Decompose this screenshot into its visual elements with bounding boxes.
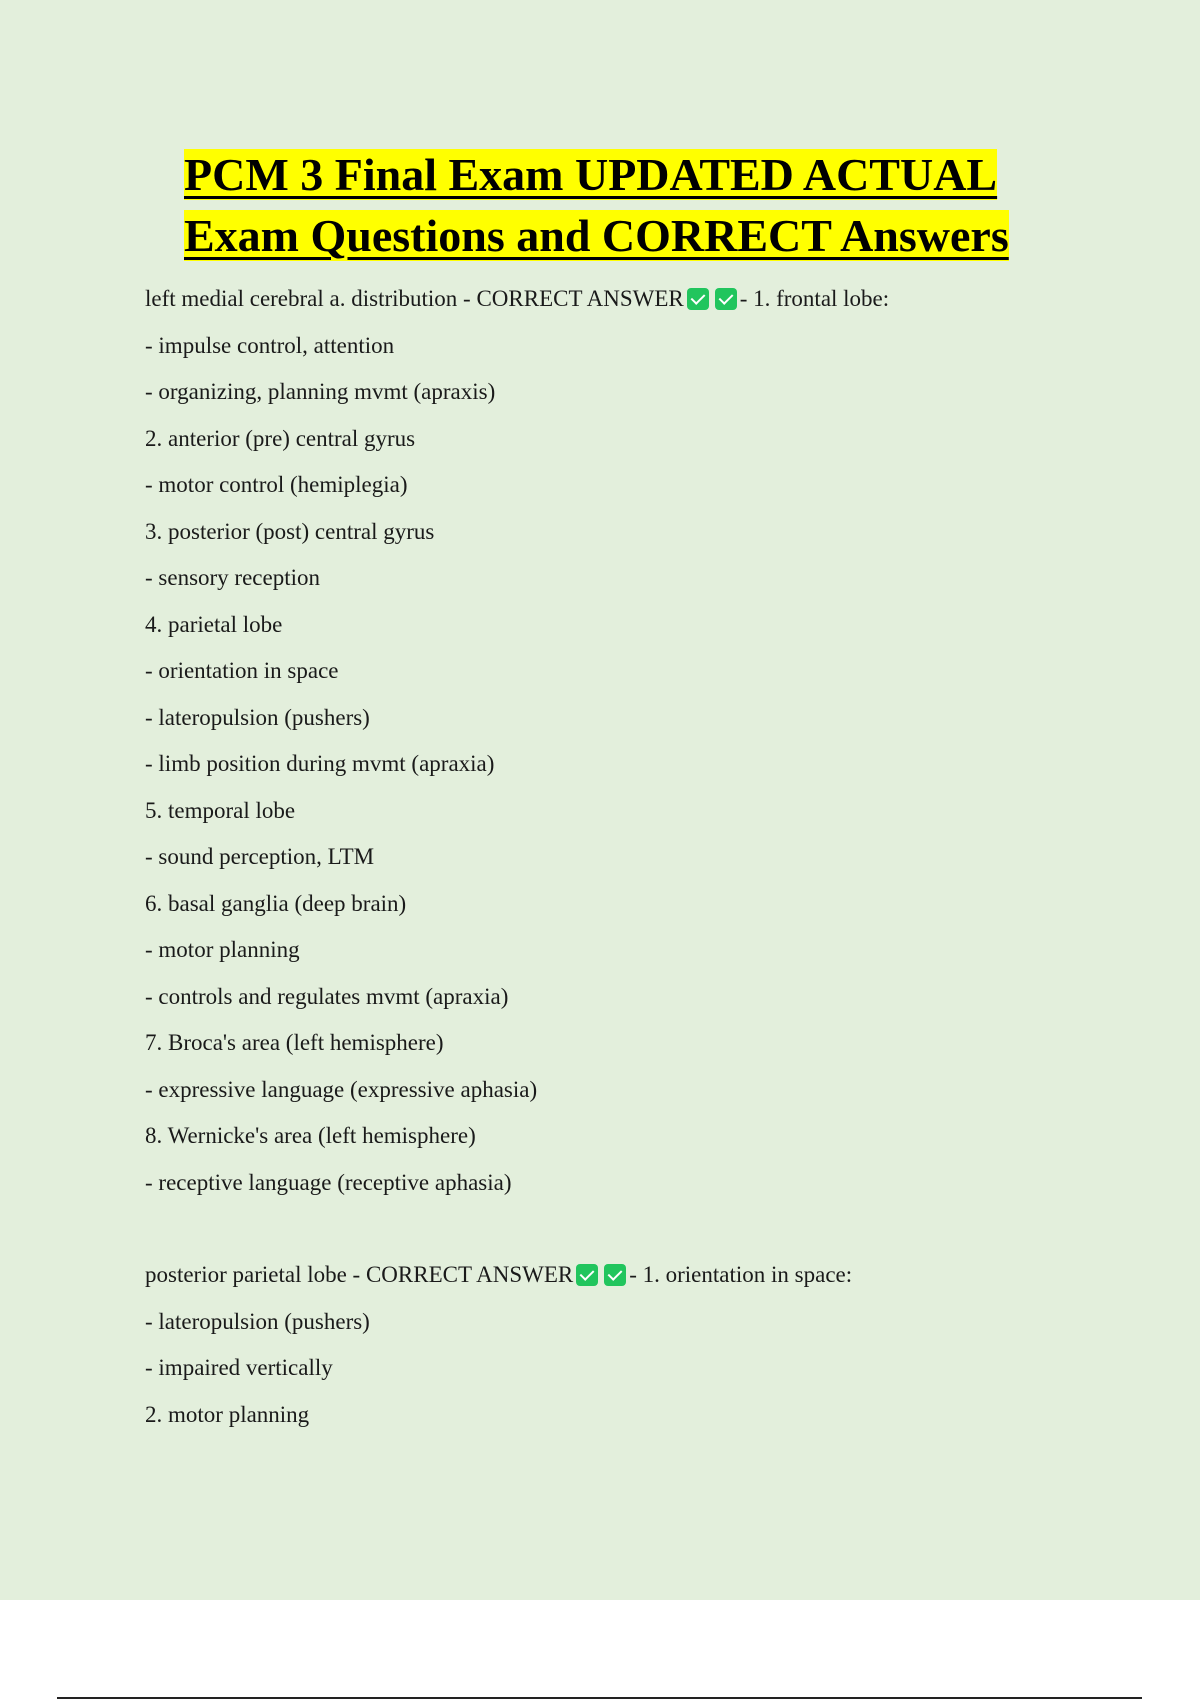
question-term: posterior parietal lobe - CORRECT ANSWER <box>145 1262 574 1287</box>
answer-line: - lateropulsion (pushers) <box>145 704 370 730</box>
answer-start: - 1. orientation in space: <box>629 1262 853 1287</box>
answer-line: - controls and regulates mvmt (apraxia) <box>145 983 509 1009</box>
answer-line: 7. Broca's area (left hemisphere) <box>145 1030 444 1055</box>
document-title <box>184 144 1054 266</box>
question-line <box>145 1252 1105 1299</box>
answer-line: - motor control (hemiplegia) <box>145 472 408 497</box>
answer-line: 8. Wernicke's area (left hemisphere) <box>145 1123 476 1148</box>
answer-line: - impaired vertically <box>145 1355 333 1380</box>
answer-line: - motor planning <box>145 937 300 962</box>
checkmark-icon <box>687 288 709 310</box>
checkmark-icon <box>604 1264 626 1286</box>
checkmark-icon <box>576 1264 598 1286</box>
answer-line: - organizing, planning mvmt (apraxis) <box>145 379 496 404</box>
answer-line: - sensory reception <box>145 565 320 590</box>
question-term: left medial cerebral a. distribution - CORRECT ANSWER <box>145 286 684 311</box>
answer-line: 4. parietal lobe <box>145 611 283 637</box>
answer-line: 5. temporal lobe <box>145 797 296 823</box>
answer-line: - limb position during mvmt (apraxia) <box>145 751 495 776</box>
title-highlight: PCM 3 Final Exam UPDATED ACTUAL Exam Questions and CORRECT Answers <box>184 149 1009 261</box>
answer-line: - receptive language (receptive aphasia) <box>145 1169 512 1195</box>
answer-line: 2. anterior (pre) central gyrus <box>145 425 416 451</box>
answer-start: - 1. frontal lobe: <box>739 286 890 311</box>
qa-item-2 <box>145 1252 1105 1438</box>
checkmark-icon <box>715 288 737 310</box>
answer-line: - impulse control, attention <box>145 332 395 358</box>
answer-line: 2. motor planning <box>145 1401 310 1427</box>
question-line <box>145 276 1105 323</box>
answer-line: 3. posterior (post) central gyrus <box>145 518 435 544</box>
answer-line: 6. basal ganglia (deep brain) <box>145 890 407 916</box>
footer-divider <box>57 1697 1142 1699</box>
qa-item-1 <box>145 276 1105 1206</box>
answer-line: - expressive language (expressive aphasia) <box>145 1076 538 1102</box>
answer-line: - sound perception, LTM <box>145 844 375 869</box>
answer-line: - orientation in space <box>145 658 339 683</box>
answer-line: - lateropulsion (pushers) <box>145 1308 370 1334</box>
